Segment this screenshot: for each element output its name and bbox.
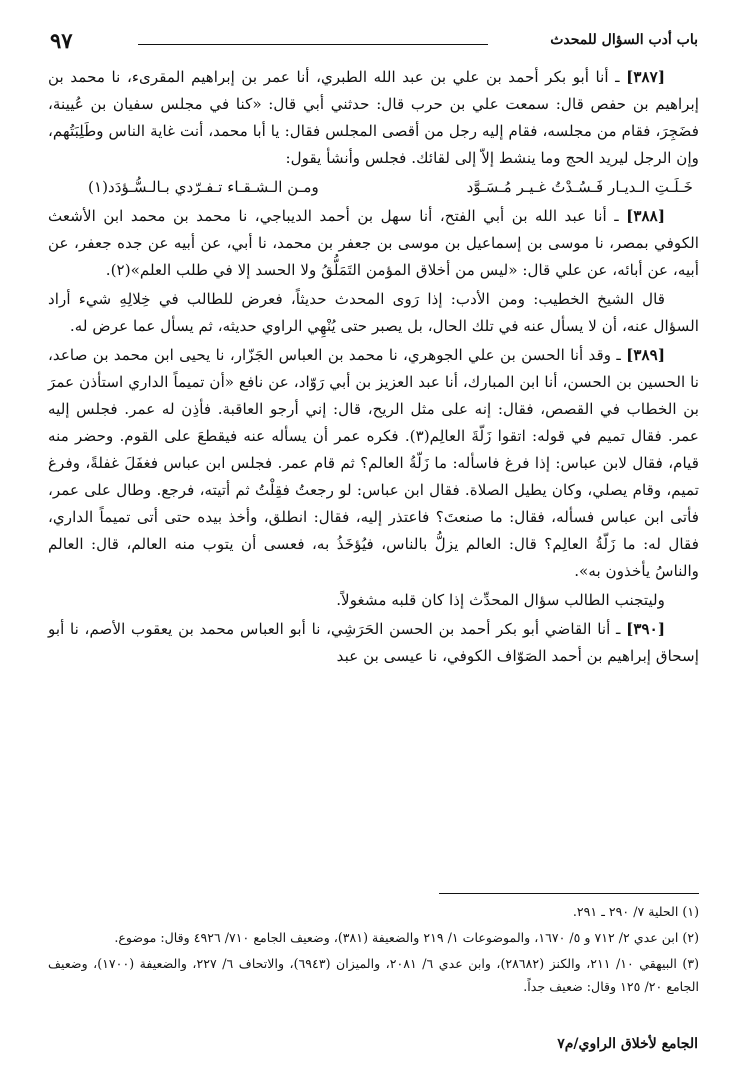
hadith-387 xyxy=(48,64,699,172)
hadith-388 xyxy=(48,203,699,284)
page-number: ٩٧ xyxy=(50,28,73,53)
poem-verse xyxy=(48,174,699,201)
hadith-number: [٣٩٠] xyxy=(626,620,665,638)
khatib-comment: قال الشيخ الخطيب: ومن الأدب: إذا رَوى المحدث حديثاً، فعرض للطالب في خِلالِهِ شيء أراد السؤال عنه، أن لا يسأل عنه في تلك الحال، بل يصبر حتى يُنْهِي الراوي حديثه، ثم يسأل عما عرض له. xyxy=(48,290,699,335)
student-advice: وليتجنب الطالب سؤال المحدِّث إذا كان قلبه مشغولاً. xyxy=(336,591,665,609)
header-rule xyxy=(138,44,488,45)
hadith-390 xyxy=(48,616,699,670)
hadith-text: ـ أنا أبو بكر أحمد بن علي بن عبد الله الطبري، أنا عمر بن إبراهيم المقرىء، نا محمد بن إبراهيم بن حفص قال: سمعت علي بن حرب قال: حدثني أبي قال: «كنا في مجلس سفيان بن عُيينة، فضَجِرَ، فقام من مجلسه، فقام إليه رجل من أقصى المجلس فقال: يا أبا محمد، أنت غاية الناس وطَلِبَتُهم، وإن الرجل ليريد الحج وما ينشط إلاّ إلى لقائك. فجلس وأنشأ يقول: xyxy=(48,68,699,167)
hadith-text: ـ وقد أنا الحسن بن علي الجوهري، نا محمد بن العباس الجَزّار، نا يحيى ابن محمد بن صاعد، نا الحسين بن الحسن، أنا ابن المبارك، أنا عبد العزيز بن أبي رَوّاد، عن نافع «أن تميماً الداري استأذن عمرَ بن الخطاب في القصص، فقال: إنه على مثل الريح، قال: إني أرجو العاقبة. فأذِن له عمر. فجلس إليه عمر. فقال تميم في قوله: اتقوا زَلّةَ العالِم(٣). فكره عمر أن يسأله عنه فيقطعَ على القوم. وحضر منه قيام، فقال لابن عباس: إذا فرغ فاسأله: ما زَلّةُ العالم؟ ثم قام عمر. فجلس ابن عباس فغفَلَ غفلةً، وفرغ تميم، وقام يصلي، وكان يطيل الصلاة. فقال ابن عباس: لو رجعتُ فقِلْتُ ثم أتيته، فرجع. وطال على عمر، فأتى ابن عباس فسأله، فقال: ما صنعتَ؟ فاعتذر إليه، فقال: انطلق، وأخذ بيده حتى أتى تميماً الداري، فقال له: ما زَلّةُ العالِم؟ قال: العالم يزلُّ بالناس، فيُؤخَذُ به، فعسى أن يتوب منه العالم، قال: العالم والناسُ يأخذون به». xyxy=(48,346,699,580)
hadith-text: ـ أنا القاضي أبو بكر أحمد بن الحسن الحَرَشِي، نا أبو العباس محمد بن يعقوب الأصم، نا أبو إسحاق إبراهيم بن أحمد الصَوّاف الكوفي، نا عيسى بن عبد xyxy=(48,620,699,665)
hadith-number: [٣٨٩] xyxy=(626,346,665,364)
main-text xyxy=(48,64,699,672)
footnote-separator xyxy=(439,893,699,894)
footnote-1: (١) الحلية ٧/ ٢٩٠ ـ ٢٩١. xyxy=(572,904,699,919)
running-header xyxy=(50,30,698,60)
hadith-number: [٣٨٧] xyxy=(626,68,665,86)
hadith-number: [٣٨٨] xyxy=(626,207,665,225)
hadith-389 xyxy=(48,342,699,585)
footnotes xyxy=(48,900,699,1001)
footnote-2: (٢) ابن عدي ٢/ ٧١٢ و ٥/ ١٦٧٠، والموضوعات ١/ ٢١٩ والضعيفة (٣٨١)، وضعيف الجامع ٧١٠/ ٤٩٢٦ وقال: موضوع. xyxy=(114,930,699,945)
book-signature: الجامع لأخلاق الراوي/م٧ xyxy=(557,1036,698,1052)
verse-first-hemistich: خَـلَـتِ الـديـار فَـسُـدْتُ غـيـر مُـسَـوَّد xyxy=(466,178,693,196)
hadith-text: ـ أنا عبد الله بن أبي الفتح، أنا سهل بن أحمد الديباجي، نا محمد بن محمد ابن الأشعث الكوفي بمصر، نا موسى بن إسماعيل بن موسى بن جعفر بن محمد، نا أبي، عن أبيه عن جده جعفر، عن أبيه، عن أبائه، عن علي قال: «ليس من أخلاق المؤمن التَمَلُّقُ ولا الحسد إلا في طلب العلم»(٢). xyxy=(48,207,699,279)
footnote-3: (٣) البيهقي ١٠/ ٢١١، والكنز (٢٨٦٨٢)، وابن عدي ٦/ ٢٠٨١، والميزان (٦٩٤٣)، والاتحاف ٦/ ٢٢٧، والضعيفة (١٧٠٠)، وضعيف الجامع ٢٠/ ١٢٥ وقال: ضعيف جداً. xyxy=(48,956,700,994)
chapter-title: باب أدب السؤال للمحدث xyxy=(550,32,698,48)
verse-second-hemistich: ومـن الـشـقـاء تـفـرّدي بـالـسُّـؤدَد(١) xyxy=(88,178,319,196)
